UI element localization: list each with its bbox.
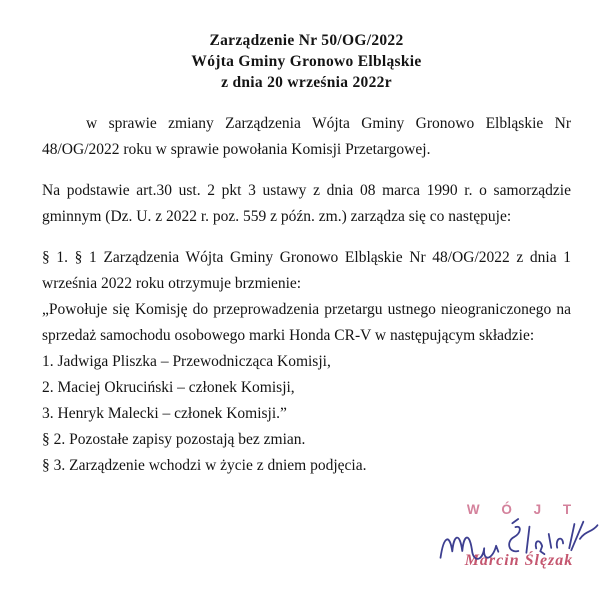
committee-member-3: 3. Henryk Malecki – członek Komisji.” (42, 405, 287, 422)
section-1-quote-paragraph: „Powołuje się Komisję do przeprowadzenia przetargu ustnego nieograniczonego na sprzedaż samochodu osobowego marki Honda CR-V w następującym składzie: (42, 301, 571, 344)
legal-basis-paragraph: Na podstawie art.30 ust. 2 pkt 3 ustawy z dnia 08 marca 1990 r. o samorządzie gminnym (Dz. U. z 2022 r. poz. 559 z późn. zm.) zarządza się co następuje: (42, 182, 571, 225)
signature-block (430, 502, 608, 570)
committee-member-1: 1. Jadwiga Pliszka – Przewodnicząca Komisji, (42, 353, 331, 370)
signature-ink-icon (433, 514, 605, 570)
document-title (42, 30, 571, 93)
section-3-paragraph: § 3. Zarządzenie wchodzi w życie z dniem podjęcia. (42, 457, 367, 474)
section-2-paragraph: § 2. Pozostałe zapisy pozostają bez zmian. (42, 431, 306, 448)
stamp-name: Marcin Ślęzak (464, 552, 574, 569)
subject-paragraph: w sprawie zmiany Zarządzenia Wójta Gminy Gronowo Elbląskie Nr 48/OG/2022 roku w sprawie powołania Komisji Przetargowej. (42, 115, 571, 158)
title-line-1: Zarządzenie Nr 50/OG/2022 (209, 32, 404, 49)
section-1-paragraph: § 1. § 1 Zarządzenia Wójta Gminy Gronowo Elbląskie Nr 48/OG/2022 z dnia 1 września 2022 roku otrzymuje brzmienie: (42, 249, 571, 292)
title-line-2: Wójta Gminy Gronowo Elbląskie (191, 53, 422, 70)
title-line-3: z dnia 20 września 2022r (221, 74, 392, 91)
committee-member-2: 2. Maciej Okruciński – członek Komisji, (42, 379, 295, 396)
stamp-title: W Ó J T (466, 502, 581, 517)
committee-list (42, 349, 571, 427)
